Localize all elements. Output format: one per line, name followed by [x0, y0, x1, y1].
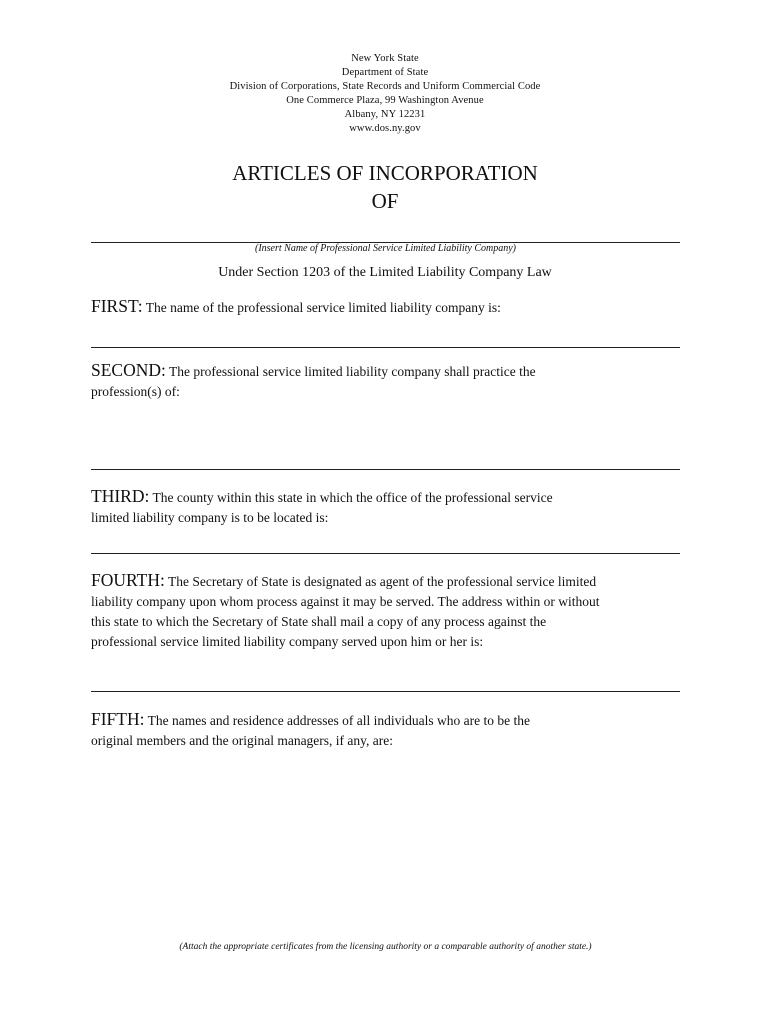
section-fifth-text-1: The names and residence addresses of all individuals who are to be the	[147, 713, 530, 728]
section-fifth-text-2: original members and the original managers, if any, are:	[91, 733, 394, 748]
document-title-of: OF	[371, 189, 399, 213]
section-second	[91, 360, 691, 402]
section-first-text: The name of the professional service limited liability company is:	[145, 300, 501, 315]
header-address: One Commerce Plaza, 99 Washington Avenue	[286, 95, 484, 106]
section-fourth	[91, 570, 691, 652]
section-third	[91, 486, 691, 528]
section-second-text-1: The professional service limited liability company shall practice the	[169, 364, 536, 379]
header-website: www.dos.ny.gov	[349, 123, 421, 134]
section-fourth-lead: FOURTH:	[91, 570, 165, 590]
header-state: New York State	[351, 53, 419, 64]
section-fourth-text-1: The Secretary of State is designated as agent of the professional service limited	[167, 574, 597, 589]
header-city: Albany, NY 12231	[344, 109, 426, 120]
section-second-answer-line[interactable]	[91, 469, 680, 470]
section-fourth-text-3: this state to which the Secretary of State shall mail a copy of any process against the	[91, 614, 547, 629]
section-first	[91, 296, 691, 318]
section-fourth-text-2: liability company upon whom process against it may be served. The address within or without	[91, 594, 600, 609]
section-second-lead: SECOND:	[91, 360, 166, 380]
insert-name-hint: (Insert Name of Professional Service Limited Liability Company)	[255, 243, 516, 254]
header-division: Division of Corporations, State Records and Uniform Commercial Code	[229, 81, 541, 92]
attachment-footnote: (Attach the appropriate certificates from the licensing authority or a comparable authority of another state.)	[91, 942, 680, 952]
section-third-text-1: The county within this state in which the office of the professional service	[152, 490, 553, 505]
section-first-lead: FIRST:	[91, 296, 143, 316]
section-fifth-lead: FIFTH:	[91, 709, 145, 729]
document-title: ARTICLES OF INCORPORATION	[232, 161, 538, 185]
section-third-text-2: limited liability company is to be located is:	[91, 510, 329, 525]
section-second-text-2: profession(s) of:	[91, 384, 180, 399]
section-third-lead: THIRD:	[91, 486, 150, 506]
under-section-text: Under Section 1203 of the Limited Liability Company Law	[218, 265, 552, 280]
header-department: Department of State	[341, 67, 429, 78]
section-third-answer-line[interactable]	[91, 553, 680, 554]
section-first-answer-line[interactable]	[91, 347, 680, 348]
section-fourth-answer-line[interactable]	[91, 691, 680, 692]
agency-header	[0, 52, 770, 136]
section-fourth-text-4: professional service limited liability company served upon him or her is:	[91, 634, 484, 649]
section-fifth	[91, 709, 691, 751]
